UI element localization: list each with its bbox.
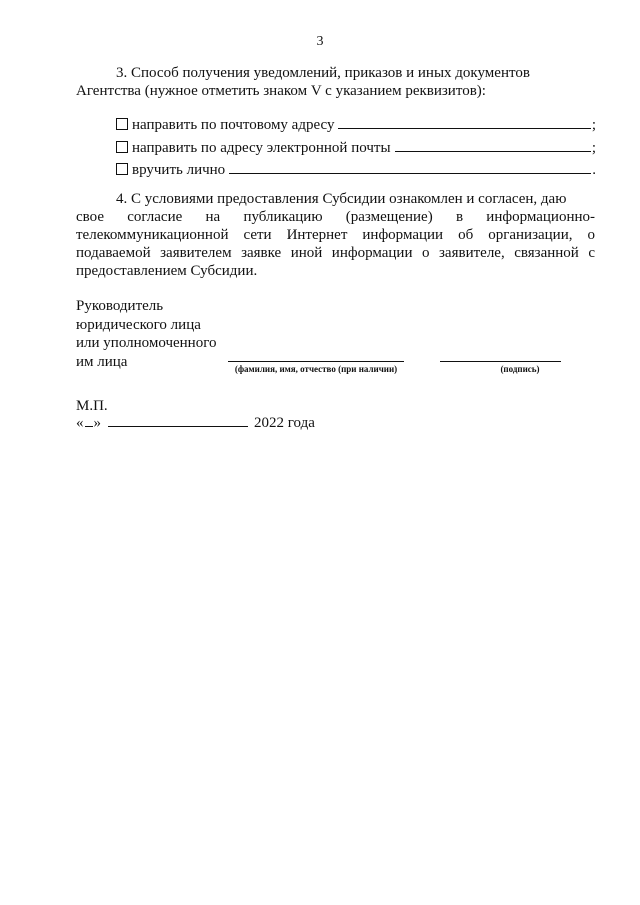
section-3-line-2: Агентства (нужное отметить знаком V с указанием реквизитов): — [76, 83, 486, 99]
day-field[interactable] — [85, 414, 93, 427]
option-in-person — [116, 161, 596, 179]
date-line — [76, 414, 315, 432]
option-postal-label: направить по почтовому адресу — [132, 117, 335, 133]
full-name-caption: (фамилия, имя, отчество (при наличии) — [234, 364, 398, 374]
in-person-checkbox[interactable] — [116, 163, 128, 175]
month-field[interactable] — [108, 414, 248, 427]
option-email-label: направить по адресу электронной почты — [132, 140, 391, 156]
section-4-line-1: 4. С условиями предоставления Субсидии ознакомлен и согласен, даю — [116, 191, 567, 207]
signer-line-2: юридического лица — [76, 316, 201, 333]
section-3-line-1: 3. Способ получения уведомлений, приказов и иных документов — [116, 65, 530, 81]
full-name-field[interactable] — [228, 361, 404, 362]
email-address-field[interactable] — [395, 139, 591, 152]
option-in-person-end: . — [592, 162, 596, 178]
date-close-quote: » — [93, 415, 101, 431]
date-open-quote: « — [76, 415, 84, 431]
signer-line-3: или уполномоченного — [76, 335, 217, 351]
option-postal-address — [116, 116, 596, 134]
section-4-consent — [76, 190, 595, 280]
in-person-field[interactable] — [229, 161, 591, 174]
option-email-address — [116, 139, 596, 157]
year-text: 2022 года — [254, 415, 315, 431]
email-address-checkbox[interactable] — [116, 141, 128, 153]
option-in-person-label: вручить лично — [132, 162, 226, 178]
postal-address-checkbox[interactable] — [116, 118, 128, 130]
option-email-end: ; — [591, 140, 596, 156]
postal-address-field[interactable] — [338, 116, 590, 129]
stamp-place-label: М.П. — [76, 398, 108, 414]
signature-field[interactable] — [440, 361, 561, 362]
signer-line-1: Руководитель — [76, 298, 164, 314]
signer-title — [76, 297, 236, 371]
page-number: 3 — [316, 34, 324, 49]
signature-caption: (подпись) — [500, 364, 540, 374]
section-3-delivery-method — [76, 64, 595, 100]
section-4-body: свое согласие на публикацию (размещение) в информационно-телекоммуникационной сети Интернет информации об организации, о подаваемой заявителем заявке иной информации о заявителе, связанной с предоставлением Субсидии. — [76, 209, 595, 279]
option-postal-end: ; — [591, 117, 596, 133]
signer-line-4: им лица — [76, 353, 128, 370]
